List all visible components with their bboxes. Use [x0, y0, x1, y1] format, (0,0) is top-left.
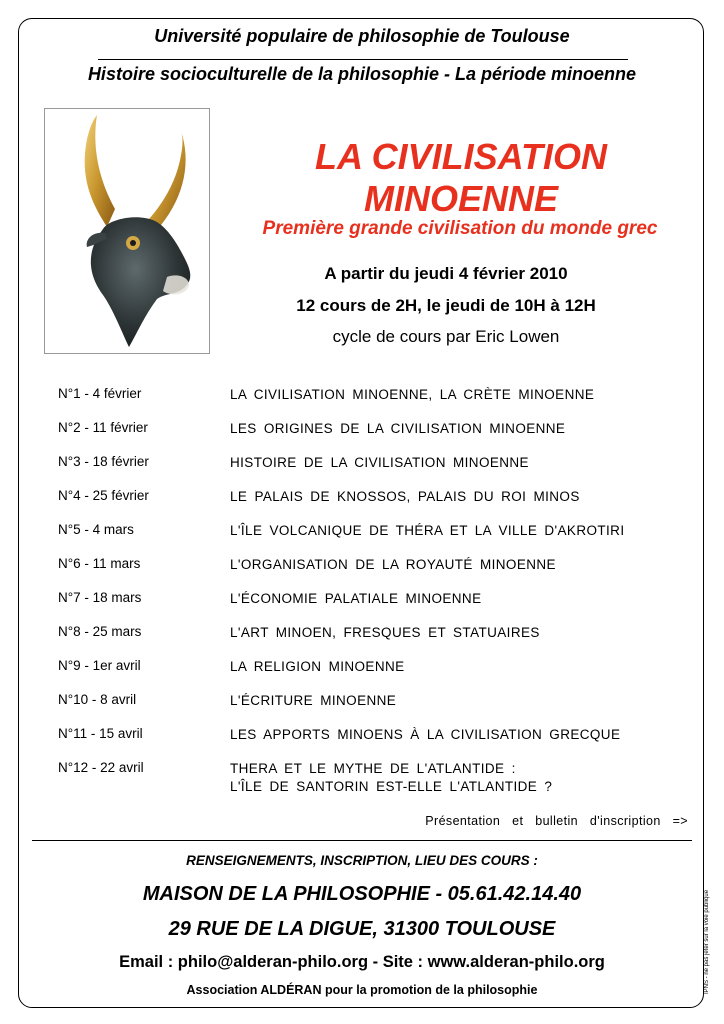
main-title-line-1: LA CIVILISATION — [315, 136, 607, 177]
schedule-row — [58, 692, 698, 722]
bull-head-icon — [45, 109, 209, 353]
session-date: N°5 - 4 mars — [58, 522, 134, 537]
session-date: N°3 - 18 février — [58, 454, 149, 469]
session-topic-line-1: THERA ET LE MYTHE DE L'ATLANTIDE : — [230, 761, 516, 776]
session-topic: L'ART MINOEN, FRESQUES ET STATUAIRES — [230, 625, 540, 640]
session-topic: L'ORGANISATION DE LA ROYAUTÉ MINOENNE — [230, 557, 556, 572]
contact-line: Email : philo@alderan-philo.org - Site : www.alderan-philo.org — [119, 953, 605, 971]
presentation-link: Présentation et bulletin d'inscription => — [425, 814, 688, 828]
schedule-row — [58, 420, 698, 450]
session-date: N°12 - 22 avril — [58, 760, 144, 775]
session-topic: LA CIVILISATION MINOENNE, LA CRÈTE MINOENNE — [230, 387, 595, 402]
header-divider — [98, 59, 628, 60]
schedule-row — [58, 454, 698, 484]
session-date: N°4 - 25 février — [58, 488, 149, 503]
ipns-notice — [704, 864, 714, 994]
schedule-row — [58, 488, 698, 518]
ipns-text: IPNS - ne pas jeter sur la voie publique — [704, 889, 710, 994]
session-date: N°11 - 15 avril — [58, 726, 143, 741]
session-date: N°6 - 11 mars — [58, 556, 141, 571]
main-title-line-2: MINOENNE — [363, 178, 558, 219]
session-info: 12 cours de 2H, le jeudi de 10H à 12H — [296, 296, 596, 315]
schedule-row — [58, 760, 698, 800]
session-date: N°8 - 25 mars — [58, 624, 142, 639]
session-date: N°2 - 11 février — [58, 420, 148, 435]
session-topic: L'ÎLE VOLCANIQUE DE THÉRA ET LA VILLE D'AKROTIRI — [230, 523, 625, 538]
session-topic — [230, 760, 552, 796]
session-topic: L'ÉCONOMIE PALATIALE MINOENNE — [230, 591, 482, 606]
session-topic: HISTOIRE DE LA CIVILISATION MINOENNE — [230, 455, 529, 470]
schedule-row — [58, 556, 698, 586]
university-heading: Université populaire de philosophie de Toulouse — [154, 26, 570, 46]
session-topic-line-2: L'ÎLE DE SANTORIN EST-ELLE L'ATLANTIDE ? — [230, 779, 553, 794]
schedule-row — [58, 624, 698, 654]
schedule-row — [58, 522, 698, 552]
series-heading: Histoire socioculturelle de la philosophie - La période minoenne — [87, 64, 637, 84]
info-heading: RENSEIGNEMENTS, INSCRIPTION, LIEU DES COURS : — [186, 853, 538, 868]
schedule-row — [58, 726, 698, 756]
main-title — [226, 136, 696, 220]
session-topic: LE PALAIS DE KNOSSOS, PALAIS DU ROI MINOS — [230, 489, 580, 504]
schedule-row — [58, 386, 698, 416]
session-date: N°1 - 4 février — [58, 386, 142, 401]
schedule-row — [58, 658, 698, 688]
session-topic: LES ORIGINES DE LA CIVILISATION MINOENNE — [230, 421, 566, 436]
teacher-info: cycle de cours par Eric Lowen — [332, 327, 560, 346]
session-topic: L'ÉCRITURE MINOENNE — [230, 693, 397, 708]
start-date: A partir du jeudi 4 février 2010 — [324, 264, 568, 283]
schedule-row — [58, 590, 698, 620]
session-topic: LES APPORTS MINOENS À LA CIVILISATION GRECQUE — [230, 727, 621, 742]
session-date: N°9 - 1er avril — [58, 658, 141, 673]
bull-rhyton-image — [44, 108, 210, 354]
association-line: Association ALDÉRAN pour la promotion de la philosophie — [186, 983, 538, 997]
footer-divider — [32, 840, 692, 841]
venue-name-phone: MAISON DE LA PHILOSOPHIE - 05.61.42.14.40 — [142, 883, 582, 905]
venue-address: 29 RUE DE LA DIGUE, 31300 TOULOUSE — [168, 918, 556, 940]
session-topic: LA RELIGION MINOENNE — [230, 659, 405, 674]
subtitle: Première grande civilisation du monde grec — [262, 218, 658, 239]
session-date: N°7 - 18 mars — [58, 590, 142, 605]
session-date: N°10 - 8 avril — [58, 692, 137, 707]
